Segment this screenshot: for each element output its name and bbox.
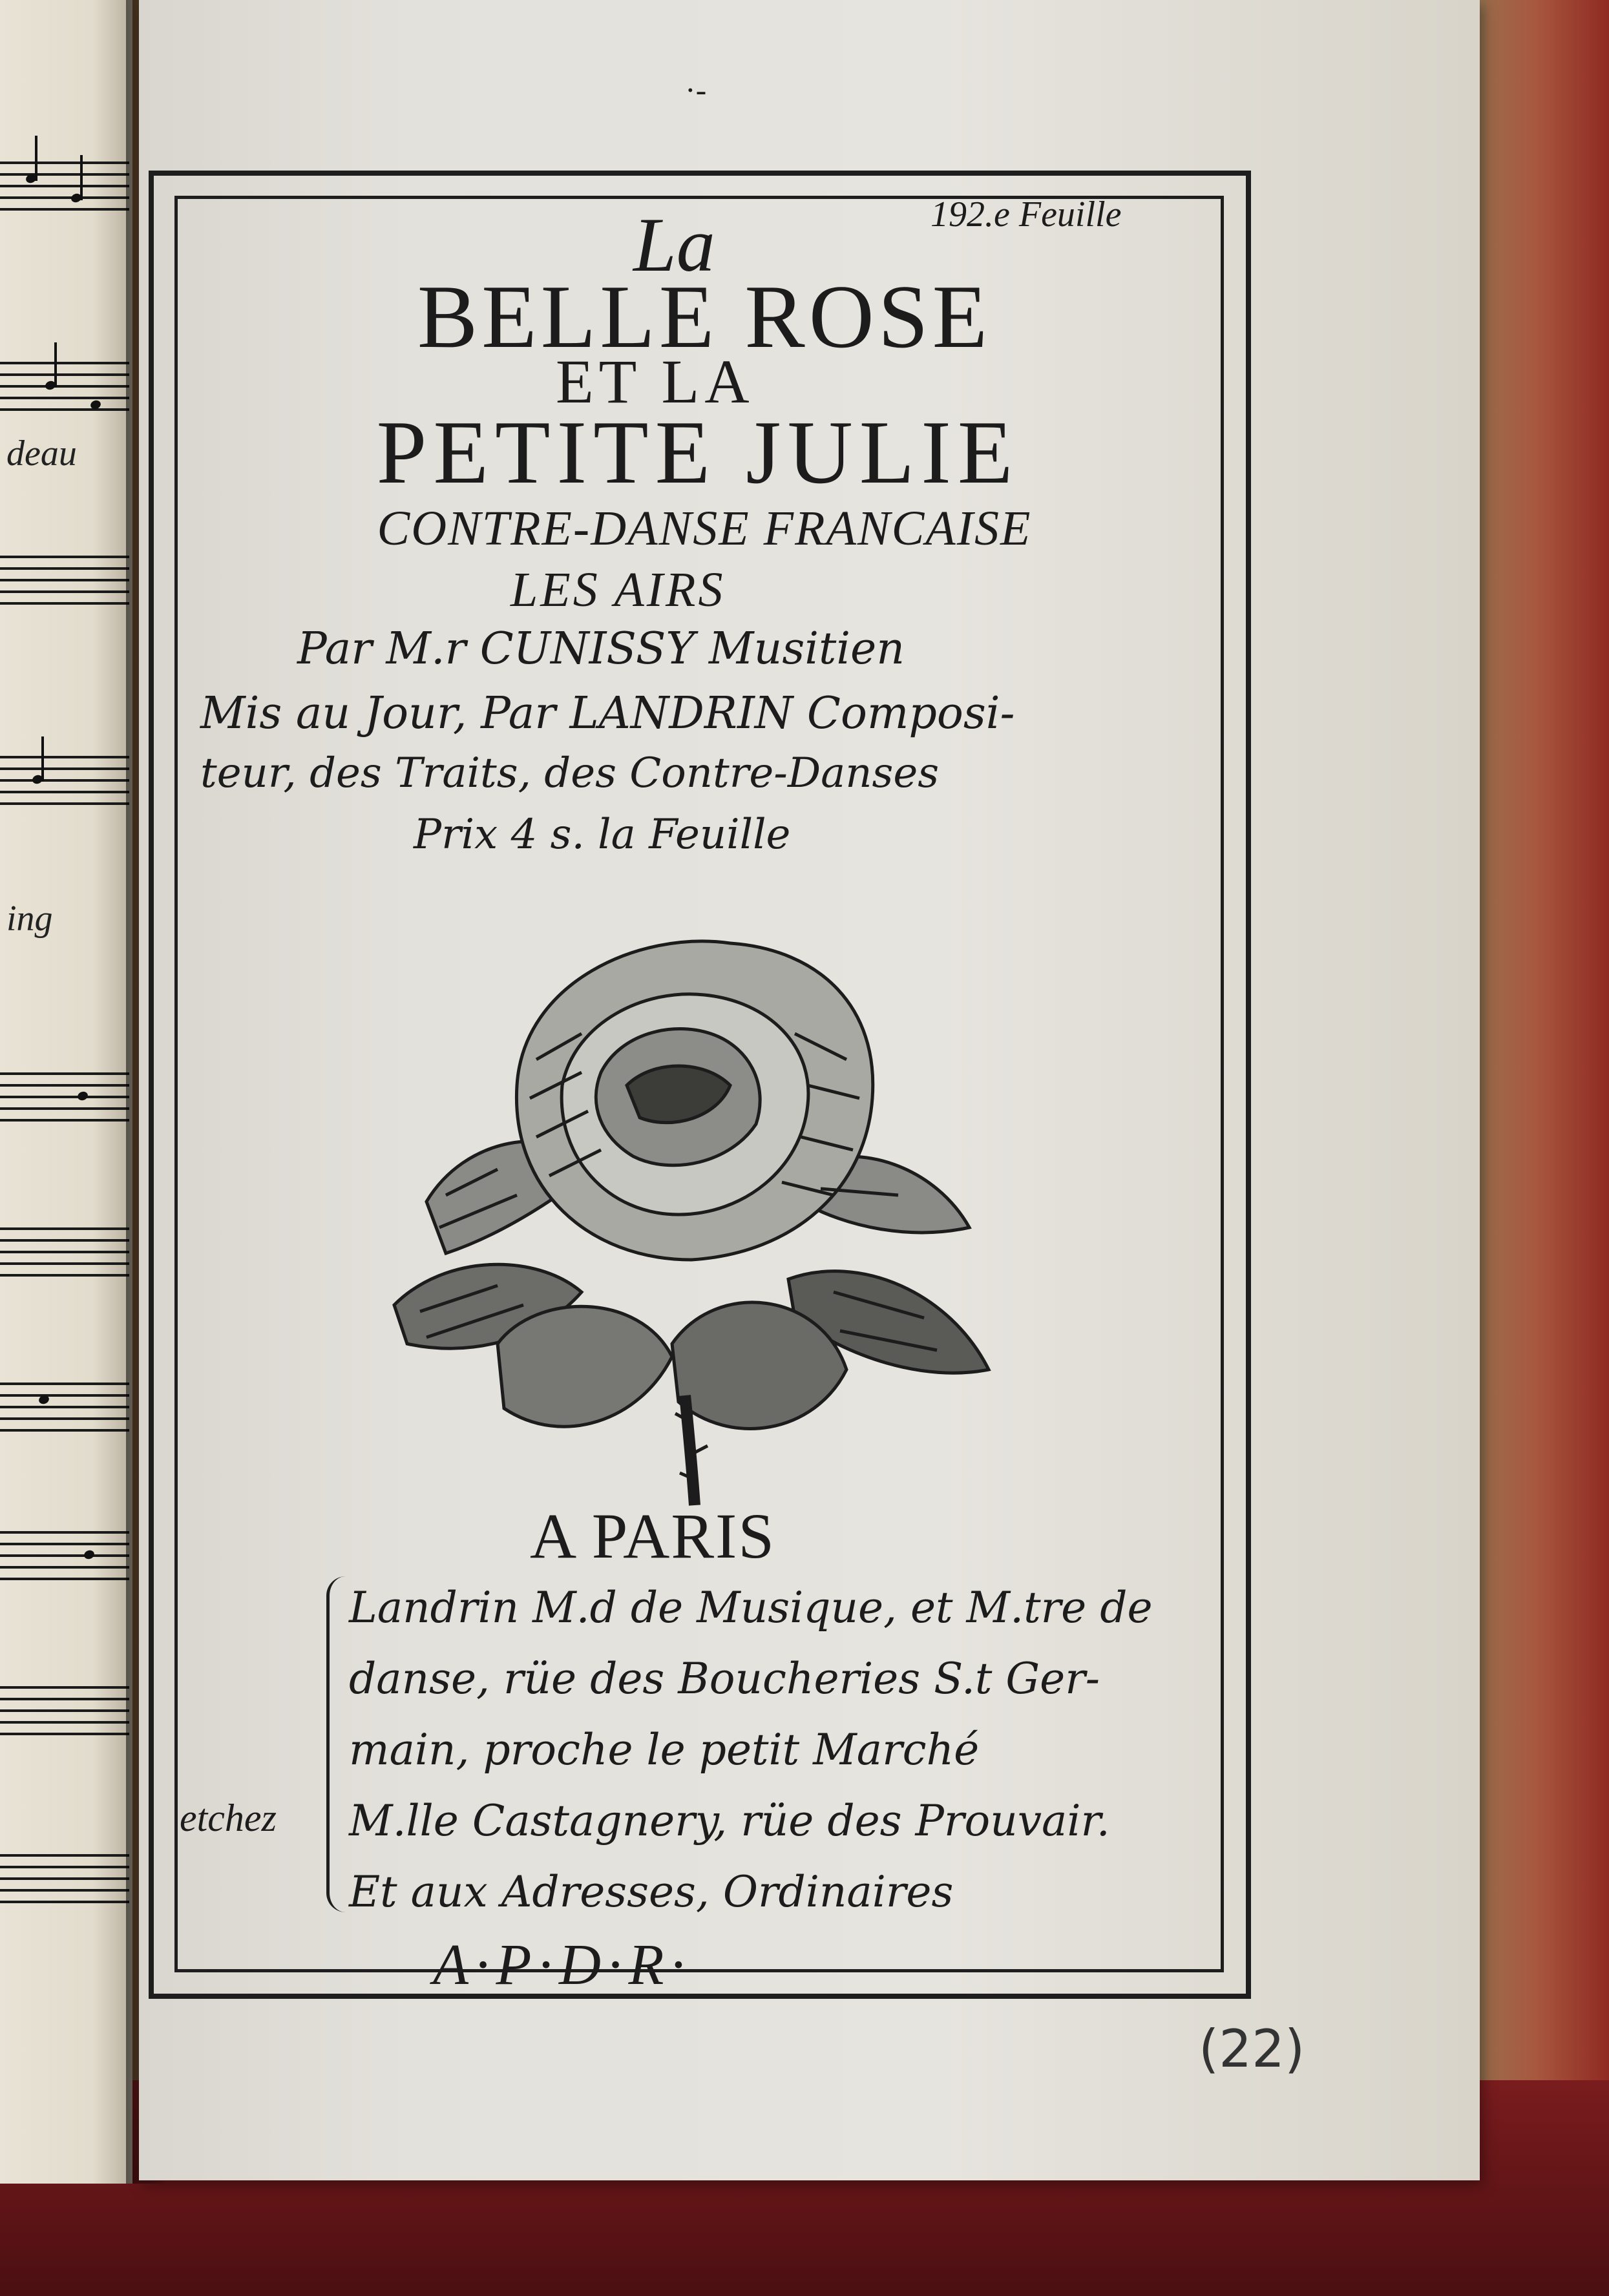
margin-word: deau [6, 433, 77, 474]
music-staff [0, 556, 129, 614]
music-staff [0, 1072, 129, 1131]
address-line: danse, rüe des Boucheries S.t Ger- [349, 1654, 1100, 1704]
music-staff [0, 1531, 129, 1589]
cloth-edge-right [1486, 0, 1609, 2296]
subtitle-contre-danse: CONTRE-DANSE FRANCAISE [377, 501, 1032, 556]
sheet-number: 192.e Feuille [931, 194, 1122, 235]
music-staff [0, 362, 129, 420]
rose-engraving-icon [368, 892, 1015, 1512]
title-et-la: ET LA [556, 347, 755, 416]
author-line: Par M.r CUNISSY Musitien [297, 623, 905, 674]
title-petite-julie: PETITE JULIE [376, 402, 1020, 503]
et-chez-label: etchez [180, 1797, 277, 1839]
address-line: Et aux Adresses, Ordinaires [349, 1867, 954, 1917]
margin-word: ing [6, 899, 53, 939]
privilege-mark: A·P·D·R· [433, 1933, 691, 1997]
left-page-sheet-music [0, 0, 132, 2184]
music-staff [0, 756, 129, 814]
music-staff [0, 1686, 129, 1744]
published-line-2: teur, des Traits, des Contre-Danses [200, 749, 940, 797]
music-staff [0, 1854, 129, 1912]
address-line: M.lle Castagnery, rüe des Prouvair. [349, 1796, 1110, 1846]
handwritten-page-number: (22) [1199, 2019, 1305, 2079]
music-staff [0, 1227, 129, 1286]
subtitle-les-airs: LES AIRS [510, 563, 726, 617]
price-line: Prix 4 s. la Feuille [414, 811, 791, 859]
title-la: La [633, 202, 715, 287]
address-line: main, proche le petit Marché [349, 1725, 980, 1775]
music-staff [0, 162, 129, 220]
music-staff [0, 1383, 129, 1441]
title-belle-rose: BELLE ROSE [417, 267, 992, 367]
place-name: A PARIS [530, 1500, 775, 1572]
published-line: Mis au Jour, Par LANDRIN Composi- [200, 688, 1015, 739]
top-mark: ·- [685, 72, 707, 108]
address-line: Landrin M.d de Musique, et M.tre de [349, 1583, 1153, 1633]
